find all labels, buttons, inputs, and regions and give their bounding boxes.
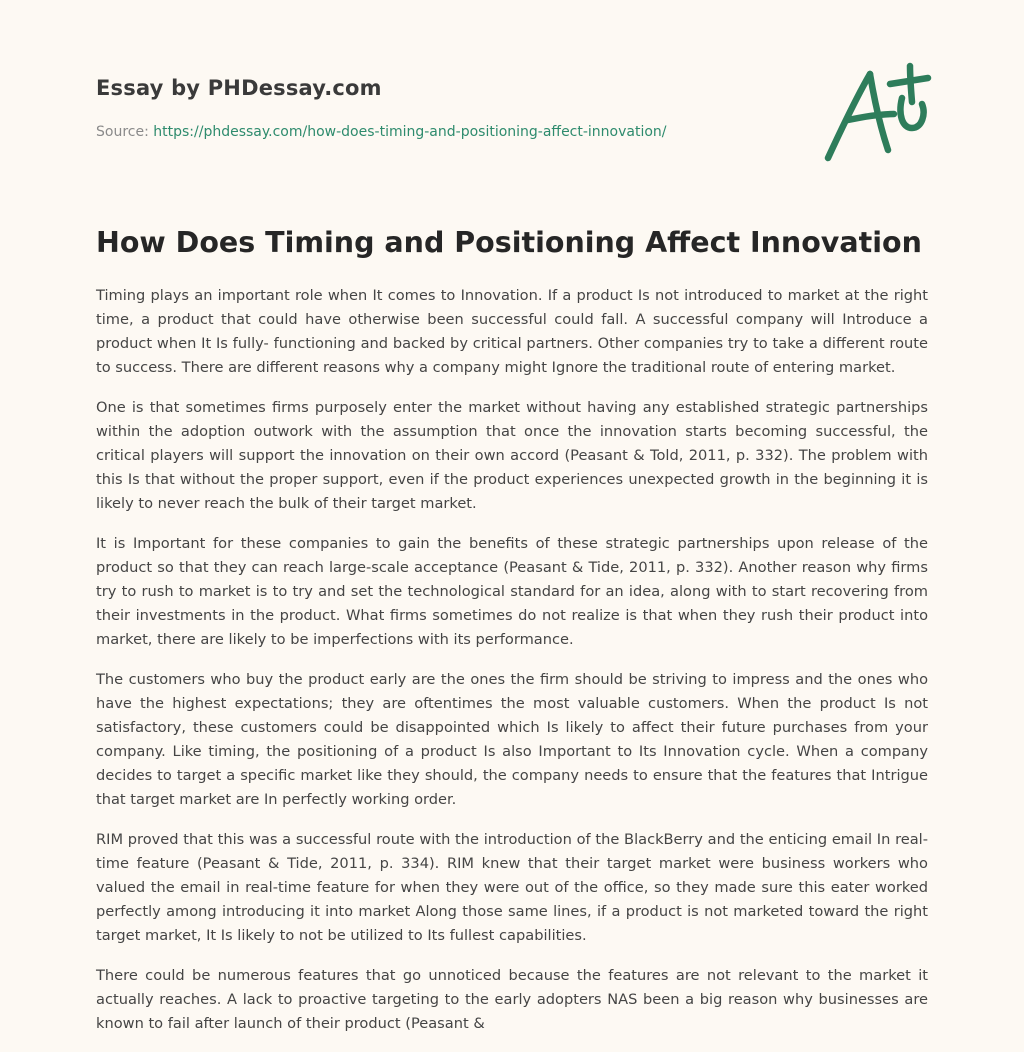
essay-paragraph: One is that sometimes firms purposely enter the market without having any established strategic partnerships within the adoption outwork with the assumption that once the innovation starts becoming successful, the critical players will support the innovation on their own accord (Peasant & Told, 2011, p. 332). The problem with this Is that without the proper support, even if the product experiences unexpected growth in the beginning it is likely to never reach the bulk of their target market. xyxy=(96,399,928,512)
essay-body xyxy=(96,284,928,1052)
source-link[interactable]: https://phdessay.com/how-does-timing-and-positioning-affect-innovation/ xyxy=(153,124,667,140)
essay-title: How Does Timing and Positioning Affect Innovation xyxy=(96,226,922,259)
essay-paragraph: Timing plays an important role when It comes to Innovation. If a product Is not introduced to market at the right time, a product that could have otherwise been successful could fall. A successful company will Introduce a product when It Is fully- functioning and backed by critical partners. Other companies try to take a different route to success. There are different reasons why a company might Ignore the traditional route of entering market. xyxy=(96,287,928,376)
essay-paragraph: RIM proved that this was a successful route with the introduction of the BlackBerry and the enticing email In real-time feature (Peasant & Tide, 2011, p. 334). RIM knew that their target market were business workers who valued the email in real-time feature for when they were out of the office, so they made sure this eater worked perfectly among introducing it into market Along those same lines, if a product is not marketed toward the right target market, It Is likely to not be utilized to Its fullest capabilities. xyxy=(96,831,928,944)
essay-paragraph: The customers who buy the product early are the ones the firm should be striving to impress and the ones who have the highest expectations; they are oftentimes the most valuable customers. When the product Is not satisfactory, these customers could be disappointed which Is likely to affect their future purchases from your company. Like timing, the positioning of a product Is also Important to Its Innovation cycle. When a company decides to target a specific market like they should, the company needs to ensure that the features that Intrigue that target market are In perfectly working order. xyxy=(96,671,928,808)
a-plus-grade-icon xyxy=(818,62,934,166)
site-brand: Essay by PHDessay.com xyxy=(96,76,382,100)
source-label: Source: xyxy=(96,124,154,140)
source-line xyxy=(96,124,667,140)
essay-paragraph: It is Important for these companies to gain the benefits of these strategic partnerships upon release of the product so that they can reach large-scale acceptance (Peasant & Tide, 2011, p. 332). Another reason why firms try to rush to market is to try and set the technological standard for an idea, along with to start recovering from their investments in the product. What firms sometimes do not realize is that when they rush their product into market, there are likely to be imperfections with its performance. xyxy=(96,535,928,648)
essay-paragraph: There could be numerous features that go unnoticed because the features are not relevant to the market it actually reaches. A lack to proactive targeting to the early adopters NAS been a big reason why businesses are known to fail after launch of their product (Peasant & xyxy=(96,967,928,1032)
